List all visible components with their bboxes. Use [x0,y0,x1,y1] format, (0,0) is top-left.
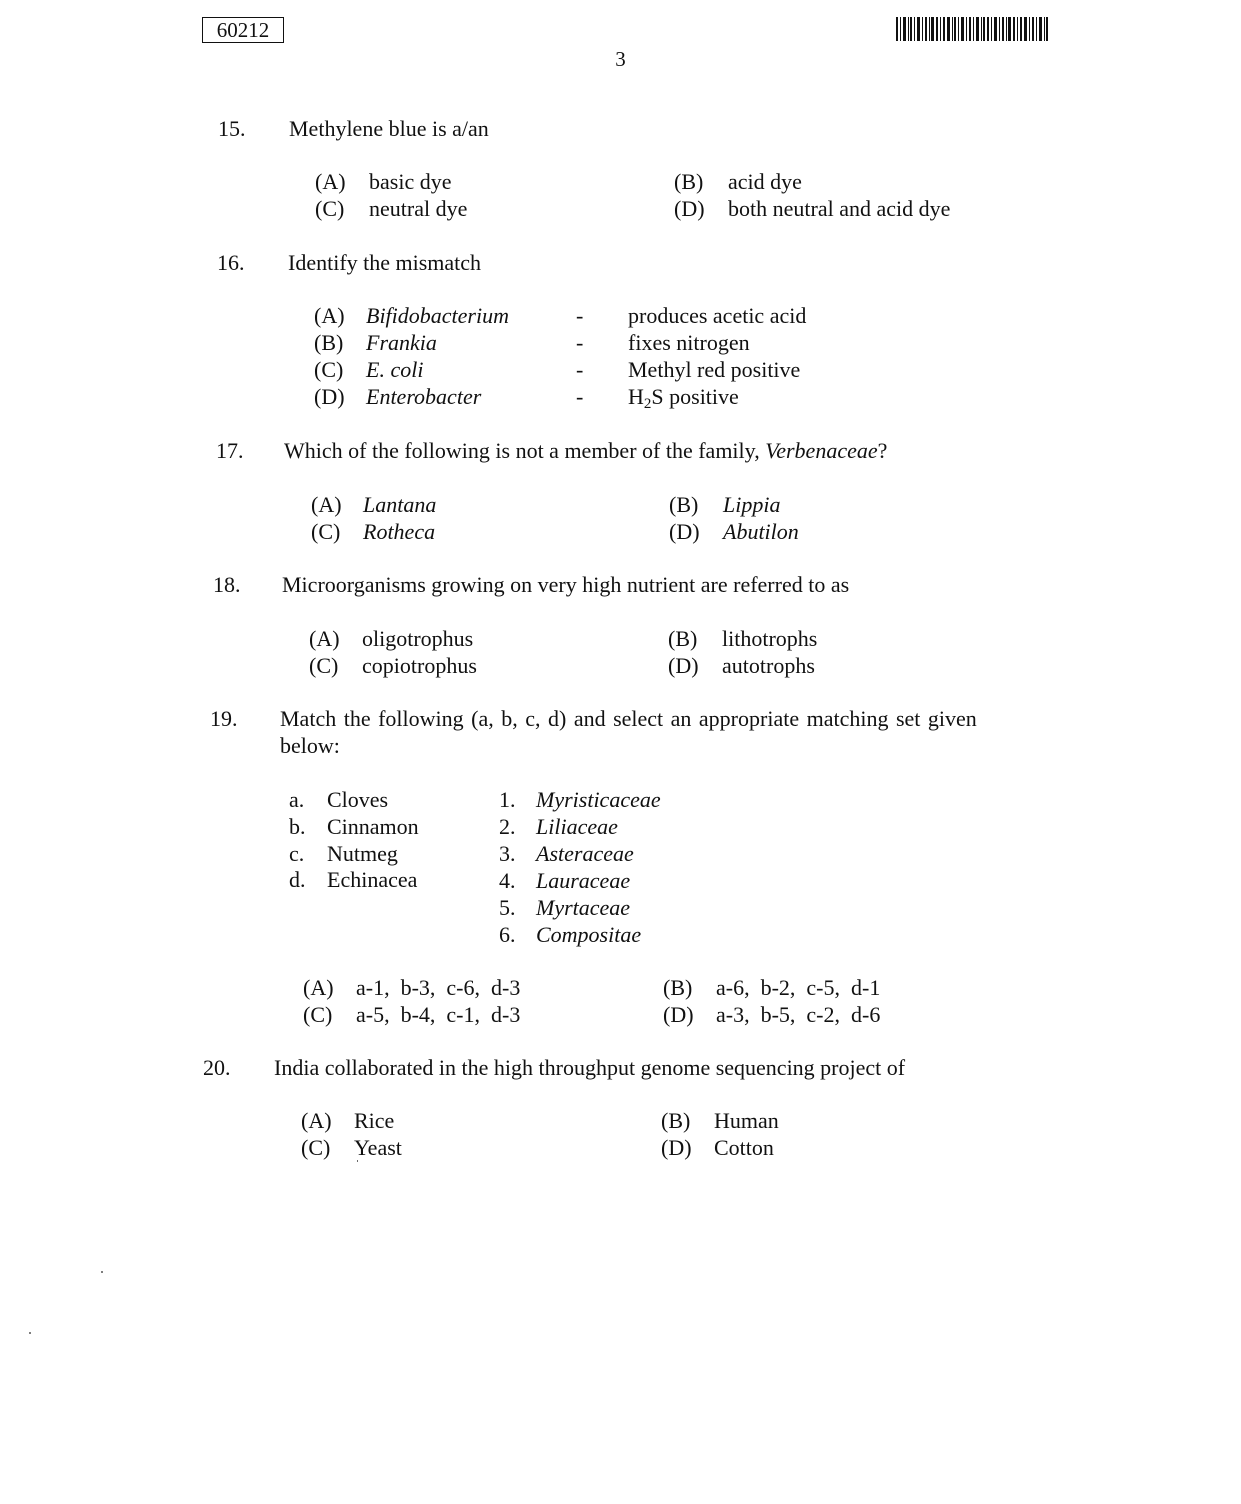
organism-property [628,384,739,410]
option-text: Abutilon [723,519,799,544]
paper-code: 60212 [202,17,284,43]
formula-rest: S positive [651,384,739,409]
match-number: 5. [499,895,516,920]
option-label: (C) [315,196,345,221]
option-label: (B) [674,169,704,194]
option-text: lithotrophs [722,626,818,651]
option-label: (A) [303,975,334,1000]
organism-name: Frankia [366,330,437,355]
match-number: 1. [499,787,516,812]
dash: - [576,303,584,328]
option-text: Rotheca [363,519,436,544]
option-label: (A) [309,626,340,651]
option-text: a-5, b-4, c-1, d-3 [356,1002,521,1027]
question-text-line-1: Match the following (a, b, c, d) and select an appropriate matching set given [280,706,977,731]
option-label: (B) [661,1108,691,1133]
formula-element: H [628,384,644,409]
question-text-line-2: below: [280,733,340,758]
question-text: Identify the mismatch [288,250,482,275]
option-label: (C) [314,357,344,382]
option-label: (B) [668,626,698,651]
formula-subscript: 2 [643,396,652,412]
option-text: both neutral and acid dye [728,196,951,221]
option-label: (B) [663,975,693,1000]
family-option: Asteraceae [536,841,634,866]
option-label: (D) [663,1002,694,1027]
option-label: (A) [315,169,346,194]
option-label: (C) [309,653,339,678]
organism-property: produces acetic acid [628,303,807,328]
match-number: 4. [499,868,516,893]
organism-property: Methyl red positive [628,357,801,382]
question-text-end: ? [877,438,888,463]
option-text: a-3, b-5, c-2, d-6 [716,1002,881,1027]
option-text: Yeast [354,1135,402,1160]
option-label: (C) [303,1002,333,1027]
question-number: 17. [216,438,244,463]
option-label: (D) [674,196,705,221]
match-number: 3. [499,841,516,866]
option-text: neutral dye [369,196,468,221]
option-text: autotrophs [722,653,815,678]
dash: - [576,330,584,355]
option-label: (B) [669,492,699,517]
option-text: Human [714,1108,779,1133]
option-text: Rice [354,1108,395,1133]
option-text: copiotrophus [362,653,477,678]
scan-speck [101,1271,103,1273]
organism-name: E. coli [366,357,424,382]
option-label: (A) [301,1108,332,1133]
option-label: (D) [668,653,699,678]
option-text: a-1, b-3, c-6, d-3 [356,975,521,1000]
option-text: a-6, b-2, c-5, d-1 [716,975,881,1000]
family-name: Verbenaceae [765,438,878,463]
family-option: Liliaceae [536,814,618,839]
match-key: d. [289,867,306,892]
option-label: (A) [311,492,342,517]
organism-name: Enterobacter [366,384,482,409]
match-key: b. [289,814,306,839]
match-key: c. [289,841,305,866]
question-text: India collaborated in the high throughput genome sequencing project of [274,1055,906,1080]
option-text: Lippia [723,492,781,517]
dash: - [576,357,584,382]
question-text [284,438,887,464]
option-label: (C) [311,519,341,544]
scan-speck [357,1160,358,1162]
match-item: Cinnamon [327,814,419,839]
barcode [896,17,1048,41]
question-number: 19. [210,706,238,731]
option-text: oligotrophus [362,626,474,651]
question-text: Microorganisms growing on very high nutrient are referred to as [282,572,850,597]
option-text: Lantana [363,492,437,517]
family-option: Myristicaceae [536,787,661,812]
scan-speck [29,1332,31,1334]
option-label: (C) [301,1135,331,1160]
option-label: (D) [314,384,345,409]
match-item: Cloves [327,787,389,812]
match-item: Echinacea [327,867,418,892]
page-number: 3 [615,47,626,71]
option-text: acid dye [728,169,802,194]
question-number: 15. [218,116,246,141]
option-text: Cotton [714,1135,774,1160]
question-number: 16. [217,250,245,275]
family-option: Compositae [536,922,642,947]
question-text: Methylene blue is a/an [289,116,489,141]
question-number: 20. [203,1055,231,1080]
organism-property: fixes nitrogen [628,330,750,355]
question-text-part: Which of the following is not a member of the family, [284,438,766,463]
match-number: 2. [499,814,516,839]
match-key: a. [289,787,305,812]
option-label: (B) [314,330,344,355]
match-number: 6. [499,922,516,947]
option-label: (D) [661,1135,692,1160]
match-item: Nutmeg [327,841,398,866]
option-label: (D) [669,519,700,544]
family-option: Lauraceae [536,868,631,893]
family-option: Myrtaceae [536,895,631,920]
dash: - [576,384,584,409]
question-number: 18. [213,572,241,597]
organism-name: Bifidobacterium [366,303,509,328]
option-label: (A) [314,303,345,328]
option-text: basic dye [369,169,452,194]
